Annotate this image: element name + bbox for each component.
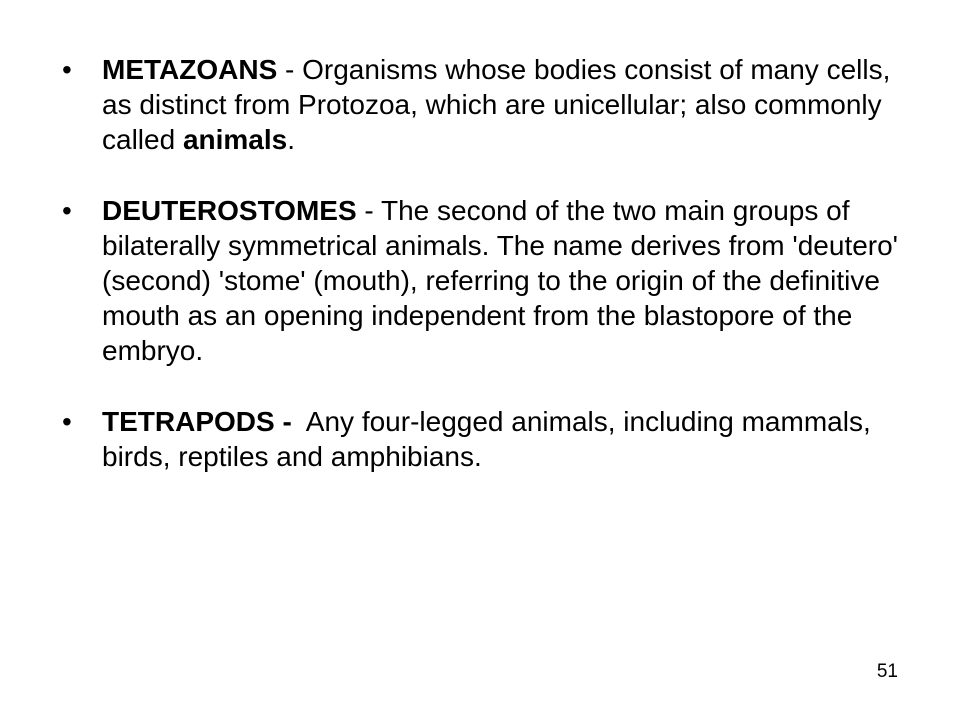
list-item-metazoans [62,52,922,157]
bullet-icon: • [62,195,72,226]
page-number: 51 [876,661,898,682]
bullet-icon: • [62,54,72,85]
list-item-tetrapods [62,404,922,474]
definition-text: - The second of the two main groups of bilaterally symmetrical animals. The name derives from 'deutero' (second) 'stome' (mouth), referring to the origin of the definitive mouth as an opening independent from the blastopore of the embryo. [102,195,899,366]
definition-text: - Organisms whose bodies consist of many cells, as distinct from Protozoa, which are unicellular; also commonly called [102,54,891,155]
term-tetrapods: TETRAPODS - [102,406,292,437]
term-metazoans: METAZOANS [102,54,278,85]
definition-list [62,52,922,510]
term-deuterostomes: DEUTEROSTOMES [102,195,357,226]
definition-text-end: . [287,124,295,155]
emphasis-text: animals [182,124,288,155]
definition-text: Any four-legged animals, including mammals, birds, reptiles and amphibians. [102,406,879,472]
list-item-deuterostomes [62,193,922,368]
bullet-icon: • [62,406,72,437]
